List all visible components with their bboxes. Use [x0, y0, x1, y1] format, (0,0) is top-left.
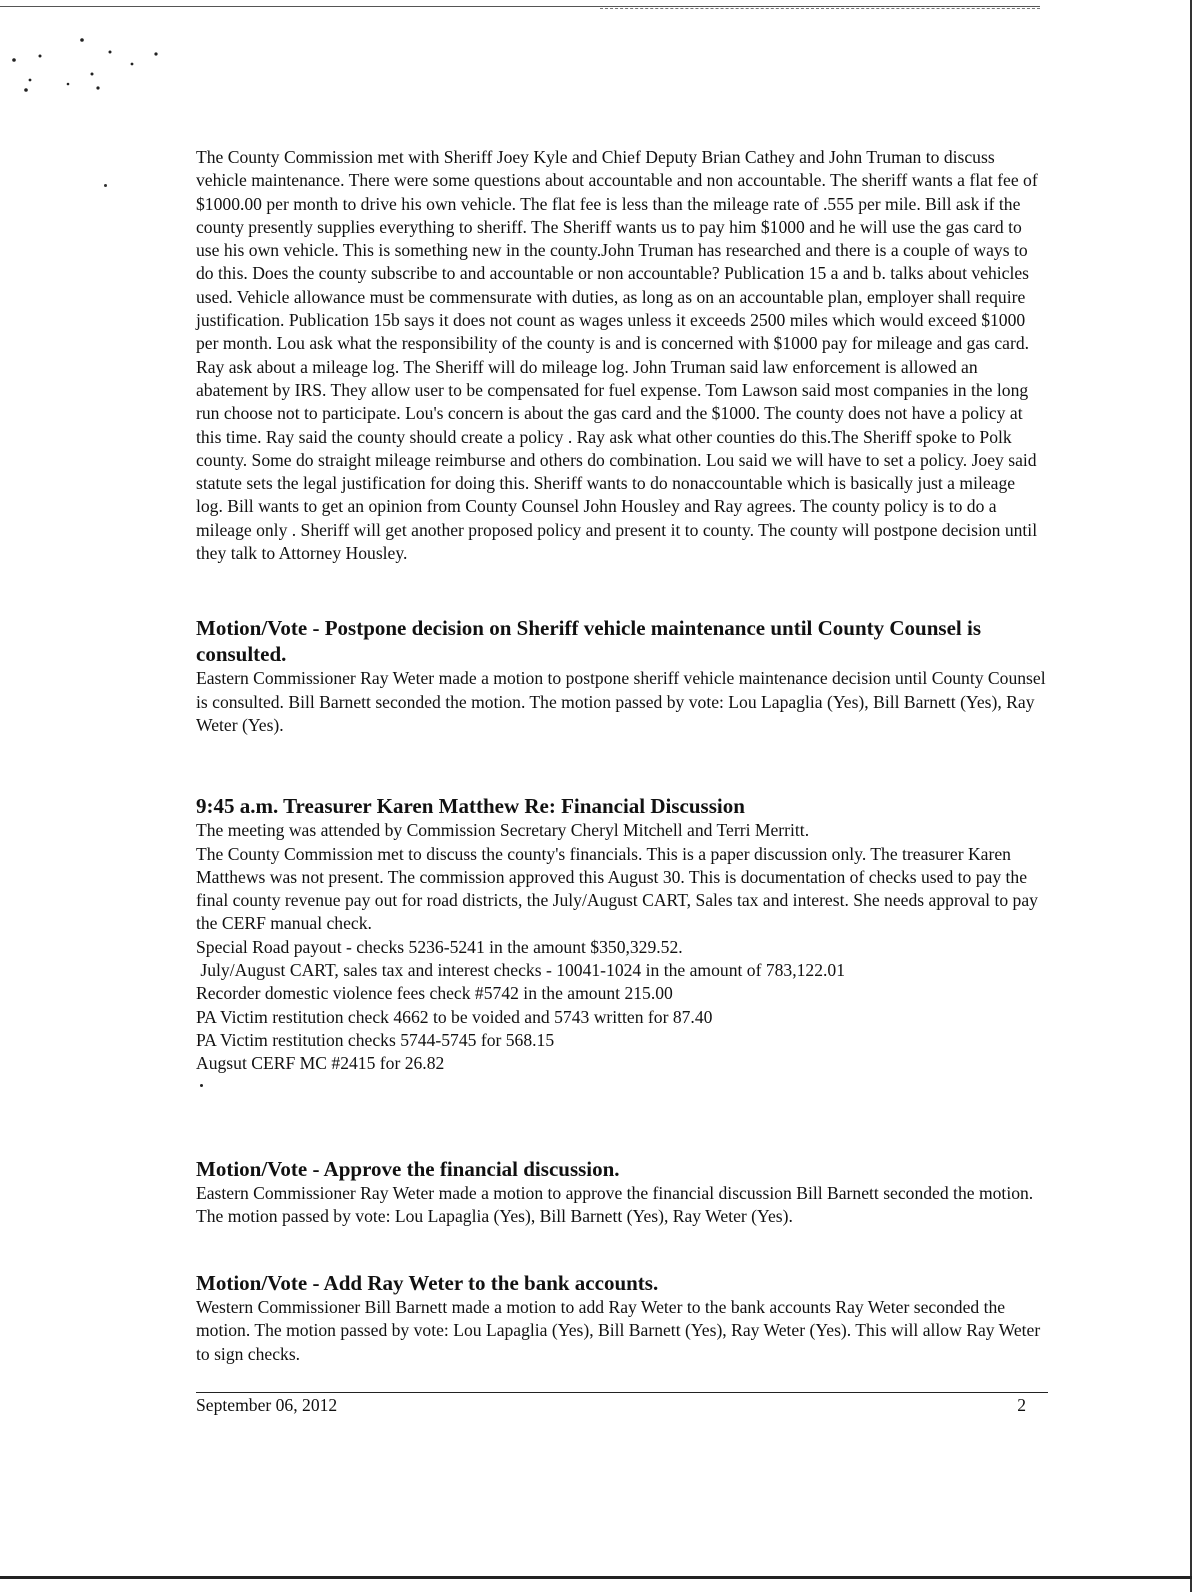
motion-postpone-heading: Motion/Vote - Postpone decision on Sheriff vehicle maintenance until County Counsel is consulted.: [196, 616, 981, 667]
check-line: July/August CART, sales tax and interest checks - 10041-1024 in the amount of 783,122.01: [196, 960, 846, 981]
motion-bank-heading: Motion/Vote - Add Ray Weter to the bank accounts.: [196, 1271, 659, 1296]
vehicle-maintenance-paragraph: The County Commission met with Sheriff Joey Kyle and Chief Deputy Brian Cathey and John Truman to discuss vehicle maintenance. There were some questions about accountable and non accountable. The sheriff wants a flat fee of $1000.00 per month to drive his own vehicle. The flat fee is less than the mileage rate of .555 per mile. Bill ask if the county presently supplies everything to sheriff. The Sheriff wants us to pay him $1000 and he will use the gas card to use his own vehicle. This is something new in the county.John Truman has researched and there is a couple of ways to do this. Does the county subscribe to and accountable or non accountable? Publication 15 a and b. talks about vehicles used. Vehicle allowance must be commensurate with duties, as long as on an accountable plan, employer shall require justification. Publication 15b says it does not count as wages unless it exceeds 2500 miles which would exceed $1000 per month. Lou ask what the responsibility of the county is and is concerned with $1000 pay for mileage and gas card. Ray ask about a mileage log. The Sheriff will do mileage log. John Truman said law enforcement is allowed an abatement by IRS. They allow user to be compensated for fuel expense. Tom Lawson said most companies in the long run choose not to participate. Lou's concern is about the gas card and the $1000. The county does not have a policy at this time. Ray said the county should create a policy . Ray ask what other counties do this.The Sheriff spoke to Polk county. Some do straight mileage reimburse and others do combination. Lou said we will have to set a policy. Joey said statute sets the legal justification for doing this. Sheriff wants to do nonaccountable which is basically just a mileage log. Bill wants to get an opinion from County Counsel John Housley and Ray agrees. The county policy is to do a mileage only . Sheriff will get another proposed policy and present it to county. The county will postpone decision until they talk to Attorney Housley.: [196, 147, 1038, 564]
treasurer-attended: The meeting was attended by Commission Secretary Cheryl Mitchell and Terri Merritt.: [196, 820, 810, 841]
footer-date: September 06, 2012: [196, 1395, 338, 1415]
stray-dot: [196, 1076, 1046, 1100]
scan-border-right: [1190, 0, 1192, 1592]
scan-border-top-dashed: [600, 8, 1040, 9]
motion-postpone-text: Eastern Commissioner Ray Weter made a motion to postpone sheriff vehicle maintenance decision until County Counsel is consulted. Bill Barnett seconded the motion. The motion passed by vote: Lou Lapaglia (Yes), Bill Barnett (Yes), Ray Weter (Yes).: [196, 668, 1046, 735]
document-body: [196, 146, 1046, 1366]
check-line: Special Road payout - checks 5236-5241 in the amount $350,329.52.: [196, 936, 683, 957]
check-line: Recorder domestic violence fees check #5742 in the amount 215.00: [196, 983, 673, 1004]
motion-approve-heading: Motion/Vote - Approve the financial discussion.: [196, 1156, 620, 1181]
page-footer: [196, 1392, 1048, 1415]
check-line: Augsut CERF MC #2415 for 26.82: [196, 1053, 445, 1074]
treasurer-text: The County Commission met to discuss the county's financials. This is a paper discussion only. The treasurer Karen Matthews was not present. The commission approved this August 30. This is documentation of checks used to pay the final county revenue pay out for road districts, the July/August CART, Sales tax and interest. She needs approval to pay the CERF manual check.: [196, 843, 1038, 934]
treasurer-heading: 9:45 a.m. Treasurer Karen Matthew Re: Financial Discussion: [196, 794, 745, 819]
check-line: PA Victim restitution check 4662 to be voided and 5743 written for 87.40: [196, 1006, 713, 1027]
scan-specks: [0, 0, 200, 120]
page-number: 2: [1017, 1395, 1026, 1415]
scan-border-bottom: [0, 1576, 1192, 1579]
check-line: PA Victim restitution checks 5744-5745 for 568.15: [196, 1029, 555, 1050]
stray-mark: [104, 184, 107, 187]
motion-approve-text: Eastern Commissioner Ray Weter made a motion to approve the financial discussion Bill Barnett seconded the motion. The motion passed by vote: Lou Lapaglia (Yes), Bill Barnett (Yes), Ray Weter (Yes).: [196, 1182, 1034, 1226]
motion-bank-text: Western Commissioner Bill Barnett made a motion to add Ray Weter to the bank accounts Ray Weter seconded the motion. The motion passed by vote: Lou Lapaglia (Yes), Bill Barnett (Yes), Ray Weter (Yes). This will allow Ray Weter to sign checks.: [196, 1297, 1041, 1364]
